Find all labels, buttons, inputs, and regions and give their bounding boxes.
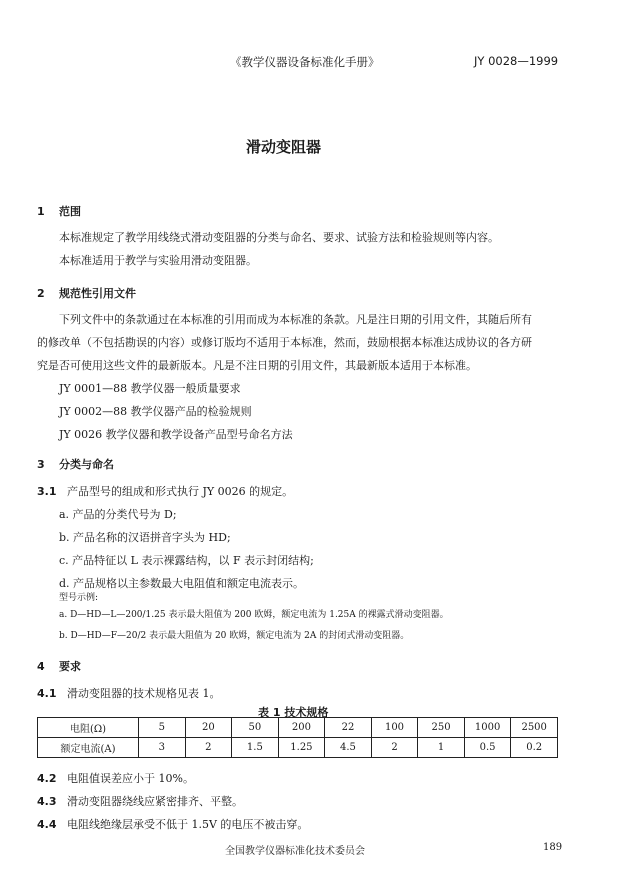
table-cell: 250 [418, 718, 465, 738]
clause-4-3 [37, 793, 243, 809]
clause-text: 产品型号的组成和形式执行 JY 0026 的规定。 [67, 485, 294, 498]
table-cell: 22 [325, 718, 372, 738]
running-header-code: JY 0028—1999 [474, 54, 559, 68]
spec-table [37, 717, 558, 758]
section-title: 规范性引用文件 [59, 287, 136, 300]
table-cell: 20 [185, 718, 232, 738]
scope-paragraph-1: 本标准规定了教学用线绕式滑动变阻器的分类与命名、要求、试验方法和检验规则等内容。 [59, 231, 499, 244]
section-number: 2 [37, 287, 45, 300]
table-row-resistance [38, 718, 558, 738]
table-row-current [38, 738, 558, 758]
clause-4-1 [37, 685, 221, 701]
table-cell: 50 [232, 718, 279, 738]
refs-intro-line-1: 下列文件中的条款通过在本标准的引用而成为本标准的条款。凡是注日期的引用文件，其随后所有 [59, 313, 532, 326]
section-heading-1 [37, 203, 81, 219]
table-cell: 1.5 [232, 738, 279, 758]
section-number: 3 [37, 458, 45, 471]
ref-item: JY 0026 教学仪器和教学设备产品型号命名方法 [59, 428, 293, 441]
clause-3-1 [37, 483, 293, 499]
table-cell: 200 [278, 718, 325, 738]
classify-item-c: c. 产品特征以 L 表示裸露结构，以 F 表示封闭结构; [59, 554, 314, 567]
section-title: 分类与命名 [59, 458, 114, 471]
table-cell: 1 [418, 738, 465, 758]
scope-paragraph-2: 本标准适用于教学与实验用滑动变阻器。 [59, 254, 257, 267]
ref-item: JY 0001—88 教学仪器一般质量要求 [59, 382, 241, 395]
page-title: 滑动变阻器 [246, 138, 322, 156]
clause-number: 3.1 [37, 485, 57, 498]
table-cell: 0.5 [464, 738, 511, 758]
section-number: 4 [37, 660, 45, 673]
clause-text: 电阻值误差应小于 10%。 [67, 772, 194, 785]
table-cell: 2500 [511, 718, 558, 738]
example-label: 型号示例: [59, 593, 99, 603]
classify-item-a: a. 产品的分类代号为 D; [59, 508, 177, 521]
table-cell: 4.5 [325, 738, 372, 758]
row-label: 额定电流(A) [38, 738, 139, 758]
page-number: 189 [543, 842, 563, 853]
section-number: 1 [37, 205, 45, 218]
table-cell: 3 [139, 738, 186, 758]
section-title: 范围 [59, 205, 81, 218]
footer-organization: 全国教学仪器标准化技术委员会 [225, 846, 365, 857]
example-item-a: a. D—HD—L—200/1.25 表示最大阻值为 200 欧姆，额定电流为 1.25A 的裸露式滑动变阻器。 [59, 610, 449, 620]
clause-text: 滑动变阻器的技术规格见表 1。 [67, 687, 221, 700]
table-cell: 1000 [464, 718, 511, 738]
table-cell: 2 [371, 738, 418, 758]
clause-number: 4.3 [37, 795, 57, 808]
table-cell: 100 [371, 718, 418, 738]
clause-number: 4.4 [37, 818, 57, 831]
clause-text: 滑动变阻器绕线应紧密排齐、平整。 [67, 795, 243, 808]
running-header-book: 《教学仪器设备标准化手册》 [230, 55, 380, 69]
example-item-b: b. D—HD—F—20/2 表示最大阻值为 20 欧姆，额定电流为 2A 的封闭式滑动变阻器。 [59, 631, 410, 641]
refs-intro-line-3: 究是否可使用这些文件的最新版本。凡是不注日期的引用文件，其最新版本适用于本标准。 [37, 359, 477, 372]
classify-item-b: b. 产品名称的汉语拼音字头为 HD; [59, 531, 231, 544]
clause-4-2 [37, 770, 194, 786]
ref-item: JY 0002—88 教学仪器产品的检验规则 [59, 405, 252, 418]
table-cell: 5 [139, 718, 186, 738]
clause-text: 电阻线绝缘层承受不低于 1.5V 的电压不被击穿。 [67, 818, 309, 831]
section-heading-2 [37, 285, 136, 301]
table-cell: 1.25 [278, 738, 325, 758]
classify-item-d: d. 产品规格以主参数最大电阻值和额定电流表示。 [59, 577, 305, 590]
table-caption: 表 1 技术规格 [258, 706, 329, 719]
section-heading-3 [37, 456, 114, 472]
clause-number: 4.2 [37, 772, 57, 785]
row-label: 电阻(Ω) [38, 718, 139, 738]
section-title: 要求 [59, 660, 81, 673]
table-cell: 2 [185, 738, 232, 758]
table-cell: 0.2 [511, 738, 558, 758]
section-heading-4 [37, 658, 81, 674]
clause-number: 4.1 [37, 687, 57, 700]
clause-4-4 [37, 816, 308, 832]
refs-intro-line-2: 的修改单（不包括勘误的内容）或修订版均不适用于本标准，然而，鼓励根据本标准达成协议的各方研 [37, 336, 532, 349]
